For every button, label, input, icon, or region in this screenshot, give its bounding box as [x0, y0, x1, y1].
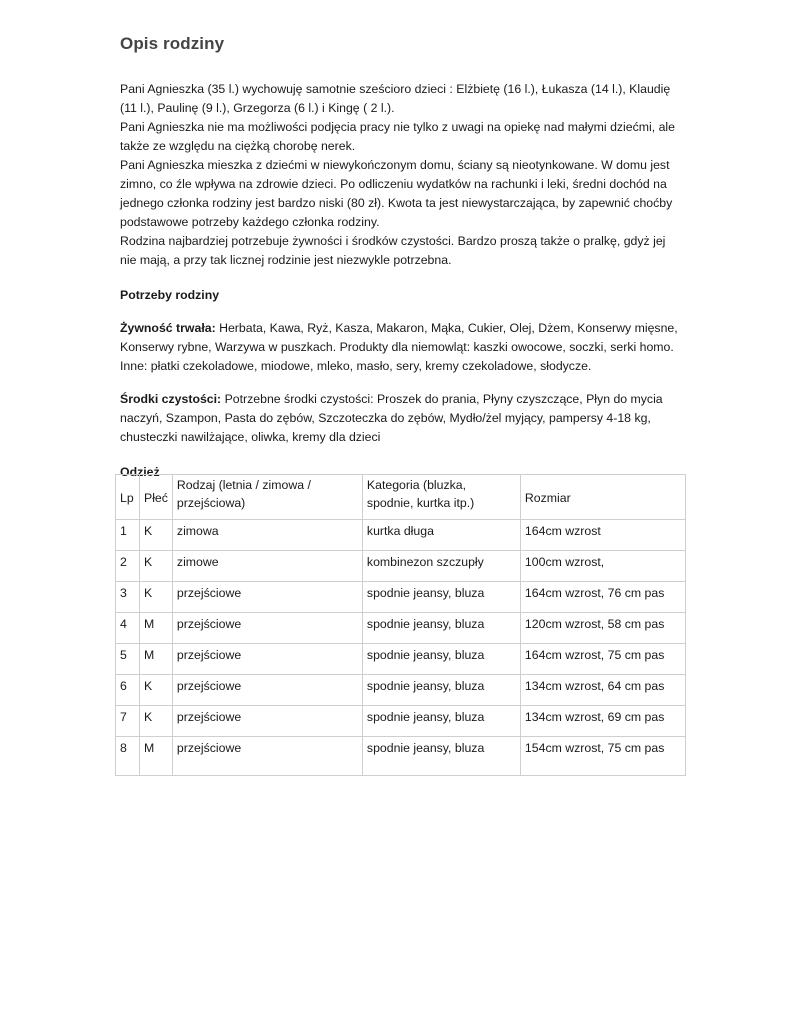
- table-row: [116, 613, 686, 644]
- cell-sex: K: [140, 551, 173, 582]
- cell-lp: 5: [116, 644, 140, 675]
- paragraph-housing: Pani Agnieszka mieszka z dziećmi w niewykończonym domu, ściany są nieotynkowane. W domu jest zimno, co źle wpływa na zdrowie dzieci. Po odliczeniu wydatków na rachunki i leki, średni dochód na jednego członka rodziny jest bardzo niski (80 zł). Kwota ta jest niewystarczająca, by zapewnić choćby podstawowe potrzeby każdego członka rodziny.: [120, 158, 673, 229]
- cell-size: 164cm wzrost, 76 cm pas: [520, 582, 685, 613]
- cell-size: 164cm wzrost: [520, 520, 685, 551]
- header-category: Kategoria (bluzka, spodnie, kurtka itp.): [362, 475, 520, 520]
- cell-lp: 4: [116, 613, 140, 644]
- cell-size: 134cm wzrost, 69 cm pas: [520, 706, 685, 737]
- cell-kind: zimowe: [172, 551, 362, 582]
- page-title: Opis rodziny: [120, 34, 225, 53]
- cell-category: spodnie jeansy, bluza: [362, 675, 520, 706]
- table-row: [116, 675, 686, 706]
- cell-size: 164cm wzrost, 75 cm pas: [520, 644, 685, 675]
- header-size: Rozmiar: [520, 475, 685, 520]
- cell-lp: 7: [116, 706, 140, 737]
- cell-size: 154cm wzrost, 75 cm pas: [520, 737, 685, 776]
- clothes-heading: Odzież: [120, 465, 160, 479]
- header-kind: Rodzaj (letnia / zimowa / przejściowa): [172, 475, 362, 520]
- food-text: Herbata, Kawa, Ryż, Kasza, Makaron, Mąka, Cukier, Olej, Dżem, Konserwy mięsne, Konserwy rybne, Warzywa w puszkach. Produkty dla niemowląt: kaszki owocowe, soczki, serki homo. Inne: płatki czekoladowe, miodowe, mleko, masło, sery, kremy czekoladowe, słodycze.: [120, 321, 678, 373]
- cell-kind: przejściowe: [172, 675, 362, 706]
- cell-sex: K: [140, 706, 173, 737]
- cell-kind: przejściowe: [172, 737, 362, 776]
- food-label: Żywność trwała:: [120, 321, 216, 335]
- document-page: [120, 34, 680, 496]
- paragraph-family: Pani Agnieszka (35 l.) wychowuję samotnie sześcioro dzieci : Elżbietę (16 l.), Łukasza (14 l.), Klaudię (11 l.), Paulinę (9 l.), Grzegorza (6 l.) i Kingę ( 2 l.).: [120, 82, 671, 115]
- cell-sex: M: [140, 644, 173, 675]
- cell-category: spodnie jeansy, bluza: [362, 706, 520, 737]
- paragraph-health: Pani Agnieszka nie ma możliwości podjęcia pracy nie tylko z uwagi na opiekę nad małymi dziećmi, ale także ze względu na ciężką chorobę nerek.: [120, 120, 675, 153]
- clothes-table: [115, 474, 686, 776]
- table-row: [116, 520, 686, 551]
- cleaning-text: Potrzebne środki czystości: Proszek do prania, Płyny czyszczące, Płyn do mycia naczyń, Szampon, Pasta do zębów, Szczoteczka do zębów, Mydło/żel myjący, pampersy 4-18 kg, chusteczki nawilżające, oliwka, kremy dla dzieci: [120, 392, 663, 444]
- header-lp: Lp: [116, 475, 140, 520]
- cell-sex: K: [140, 675, 173, 706]
- cell-sex: K: [140, 520, 173, 551]
- cell-category: spodnie jeansy, bluza: [362, 582, 520, 613]
- cell-lp: 2: [116, 551, 140, 582]
- cell-kind: przejściowe: [172, 613, 362, 644]
- cell-sex: K: [140, 582, 173, 613]
- table-row: [116, 737, 686, 776]
- cell-kind: zimowa: [172, 520, 362, 551]
- table-row: [116, 582, 686, 613]
- cell-lp: 3: [116, 582, 140, 613]
- table-row: [116, 706, 686, 737]
- paragraph-needs-summary: Rodzina najbardziej potrzebuje żywności i środków czystości. Bardzo proszą także o pralkę, gdyż jej nie mają, a przy tak licznej rodzinie jest niezwykle potrzebna.: [120, 234, 666, 267]
- cell-sex: M: [140, 613, 173, 644]
- cell-category: spodnie jeansy, bluza: [362, 737, 520, 776]
- cleaning-needs: [120, 390, 680, 447]
- table-header-row: [116, 475, 686, 520]
- cell-kind: przejściowe: [172, 706, 362, 737]
- family-description: [120, 80, 680, 270]
- cell-size: 134cm wzrost, 64 cm pas: [520, 675, 685, 706]
- needs-heading: Potrzeby rodziny: [120, 288, 220, 302]
- cell-lp: 1: [116, 520, 140, 551]
- header-sex: Płeć: [140, 475, 173, 520]
- food-needs: [120, 319, 680, 376]
- cell-category: kombinezon szczupły: [362, 551, 520, 582]
- cell-size: 100cm wzrost,: [520, 551, 685, 582]
- cleaning-label: Środki czystości:: [120, 392, 222, 406]
- cell-lp: 8: [116, 737, 140, 776]
- cell-kind: przejściowe: [172, 582, 362, 613]
- cell-lp: 6: [116, 675, 140, 706]
- cell-category: kurtka długa: [362, 520, 520, 551]
- cell-category: spodnie jeansy, bluza: [362, 644, 520, 675]
- cell-sex: M: [140, 737, 173, 776]
- table-row: [116, 551, 686, 582]
- cell-size: 120cm wzrost, 58 cm pas: [520, 613, 685, 644]
- table-row: [116, 644, 686, 675]
- cell-category: spodnie jeansy, bluza: [362, 613, 520, 644]
- cell-kind: przejściowe: [172, 644, 362, 675]
